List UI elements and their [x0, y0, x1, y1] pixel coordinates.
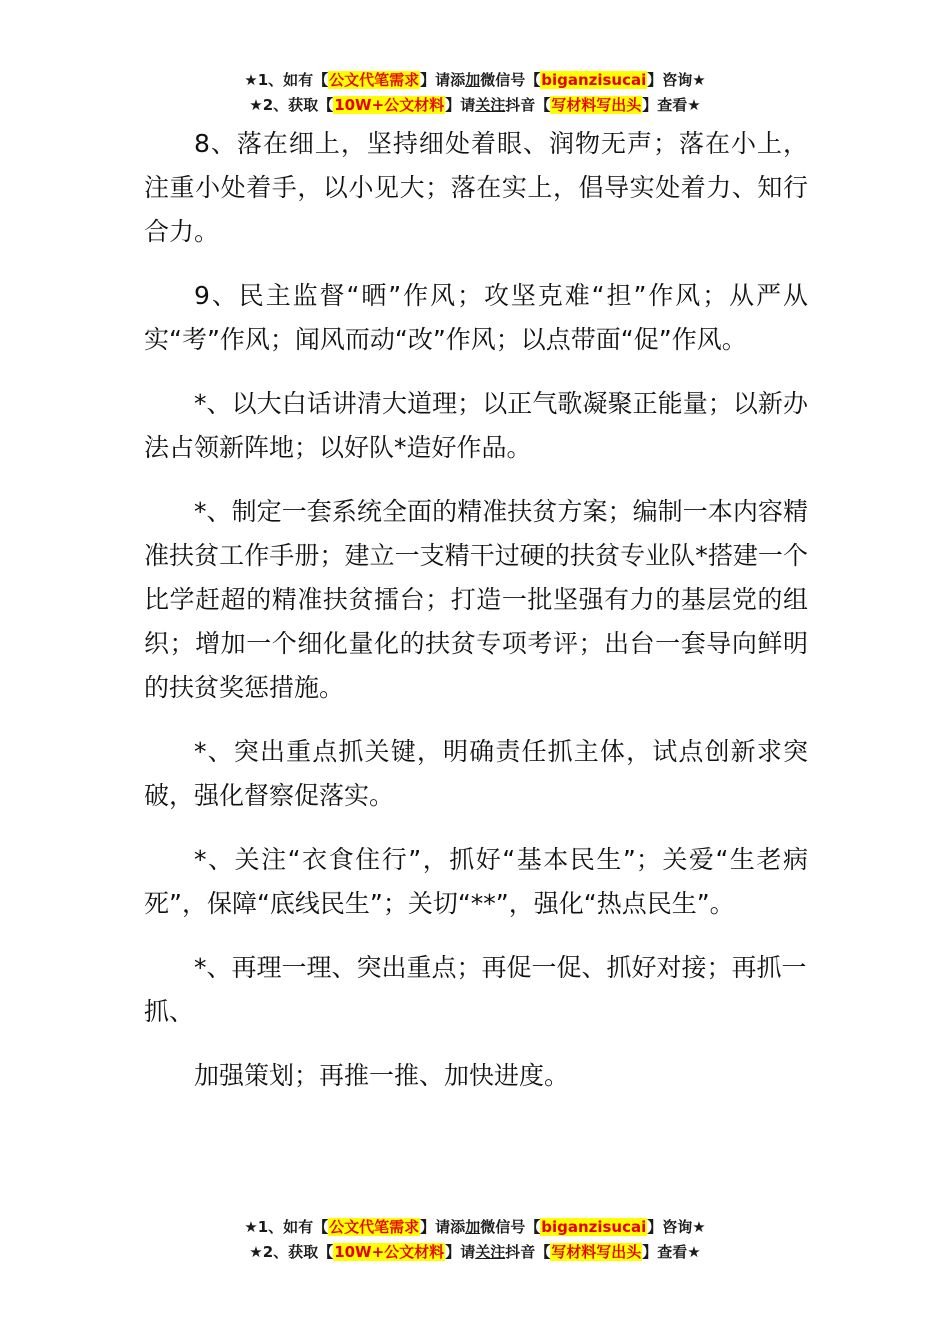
paragraph-9: 9、民主监督“晒”作风；攻坚克难“担”作风；从严从实“考”作风；闻风而动“改”作风；以点带面“促”作风。 [144, 281, 808, 354]
promo-underlined: 加 [465, 1218, 481, 1236]
promo-text: 】查看★ [642, 96, 701, 114]
paragraph-12: *、突出重点抓关键，明确责任抓主体，试点创新求突破，强化督察促落实。 [144, 737, 808, 810]
promo-highlight-douyin: 写材料写出头 [551, 1243, 642, 1261]
promo-text: 】请添 [420, 71, 466, 89]
promo-highlight: 10W+公文材料 [334, 96, 445, 114]
promo-text: 】请添 [420, 1218, 466, 1236]
paragraph-8: 8、落在细上，坚持细处着眼、润物无声；落在小上，注重小处着手，以小见大；落在实上，倡导实处着力、知行合力。 [144, 129, 808, 246]
paragraph-13: *、关注“衣食住行”，抓好“基本民生”；关爱“生老病死”，保障“底线民生”；关切“**”，强化“热点民生”。 [144, 845, 808, 918]
promo-highlight-wechat-id: biganzisucai [541, 71, 647, 89]
document-body [144, 122, 808, 1118]
promo-highlight: 公文代笔需求 [329, 71, 420, 89]
promo-highlight: 10W+公文材料 [334, 1243, 445, 1261]
promo-text: 抖音【 [505, 96, 551, 114]
promo-text: ★2、获取【 [249, 1243, 334, 1261]
promo-text: ★1、如有【 [244, 1218, 329, 1236]
header-promo-line-1 [0, 68, 950, 93]
promo-underlined: 关注 [475, 1243, 506, 1261]
promo-highlight-douyin: 写材料写出头 [551, 96, 642, 114]
promo-underlined: 关注 [475, 96, 506, 114]
footer-promo-banner [0, 1215, 950, 1265]
header-promo-banner [0, 68, 950, 118]
paragraph-11: *、制定一套系统全面的精准扶贫方案；编制一本内容精准扶贫工作手册；建立一支精干过硬的扶贫专业队*搭建一个比学赶超的精准扶贫擂台；打造一批坚强有力的基层党的组织；增加一个细化量化的扶贫专项考评；出台一套导向鲜明的扶贫奖惩措施。 [144, 497, 808, 702]
promo-highlight-wechat-id: biganzisucai [541, 1218, 647, 1236]
promo-underlined: 加 [465, 71, 481, 89]
promo-text: 】查看★ [642, 1243, 701, 1261]
promo-text: 】请 [445, 1243, 476, 1261]
paragraph-10: *、以大白话讲清大道理；以正气歌凝聚正能量；以新办法占领新阵地；以好队*造好作品。 [144, 389, 808, 462]
promo-highlight: 公文代笔需求 [329, 1218, 420, 1236]
promo-text: 】请 [445, 96, 476, 114]
promo-text: 微信号【 [480, 1218, 541, 1236]
promo-text: 】咨询★ [647, 1218, 706, 1236]
header-promo-line-2 [0, 93, 950, 118]
footer-promo-line-2 [0, 1240, 950, 1265]
paragraph-14: *、再理一理、突出重点；再促一促、抓好对接；再抓一抓、 [144, 953, 807, 1026]
promo-text: 抖音【 [505, 1243, 551, 1261]
promo-text: ★2、获取【 [249, 96, 334, 114]
promo-text: 微信号【 [480, 71, 541, 89]
paragraph-14-continued: 加强策划；再推一推、加快进度。 [194, 1061, 570, 1090]
footer-promo-line-1 [0, 1215, 950, 1240]
promo-text: ★1、如有【 [244, 71, 329, 89]
promo-text: 】咨询★ [647, 71, 706, 89]
